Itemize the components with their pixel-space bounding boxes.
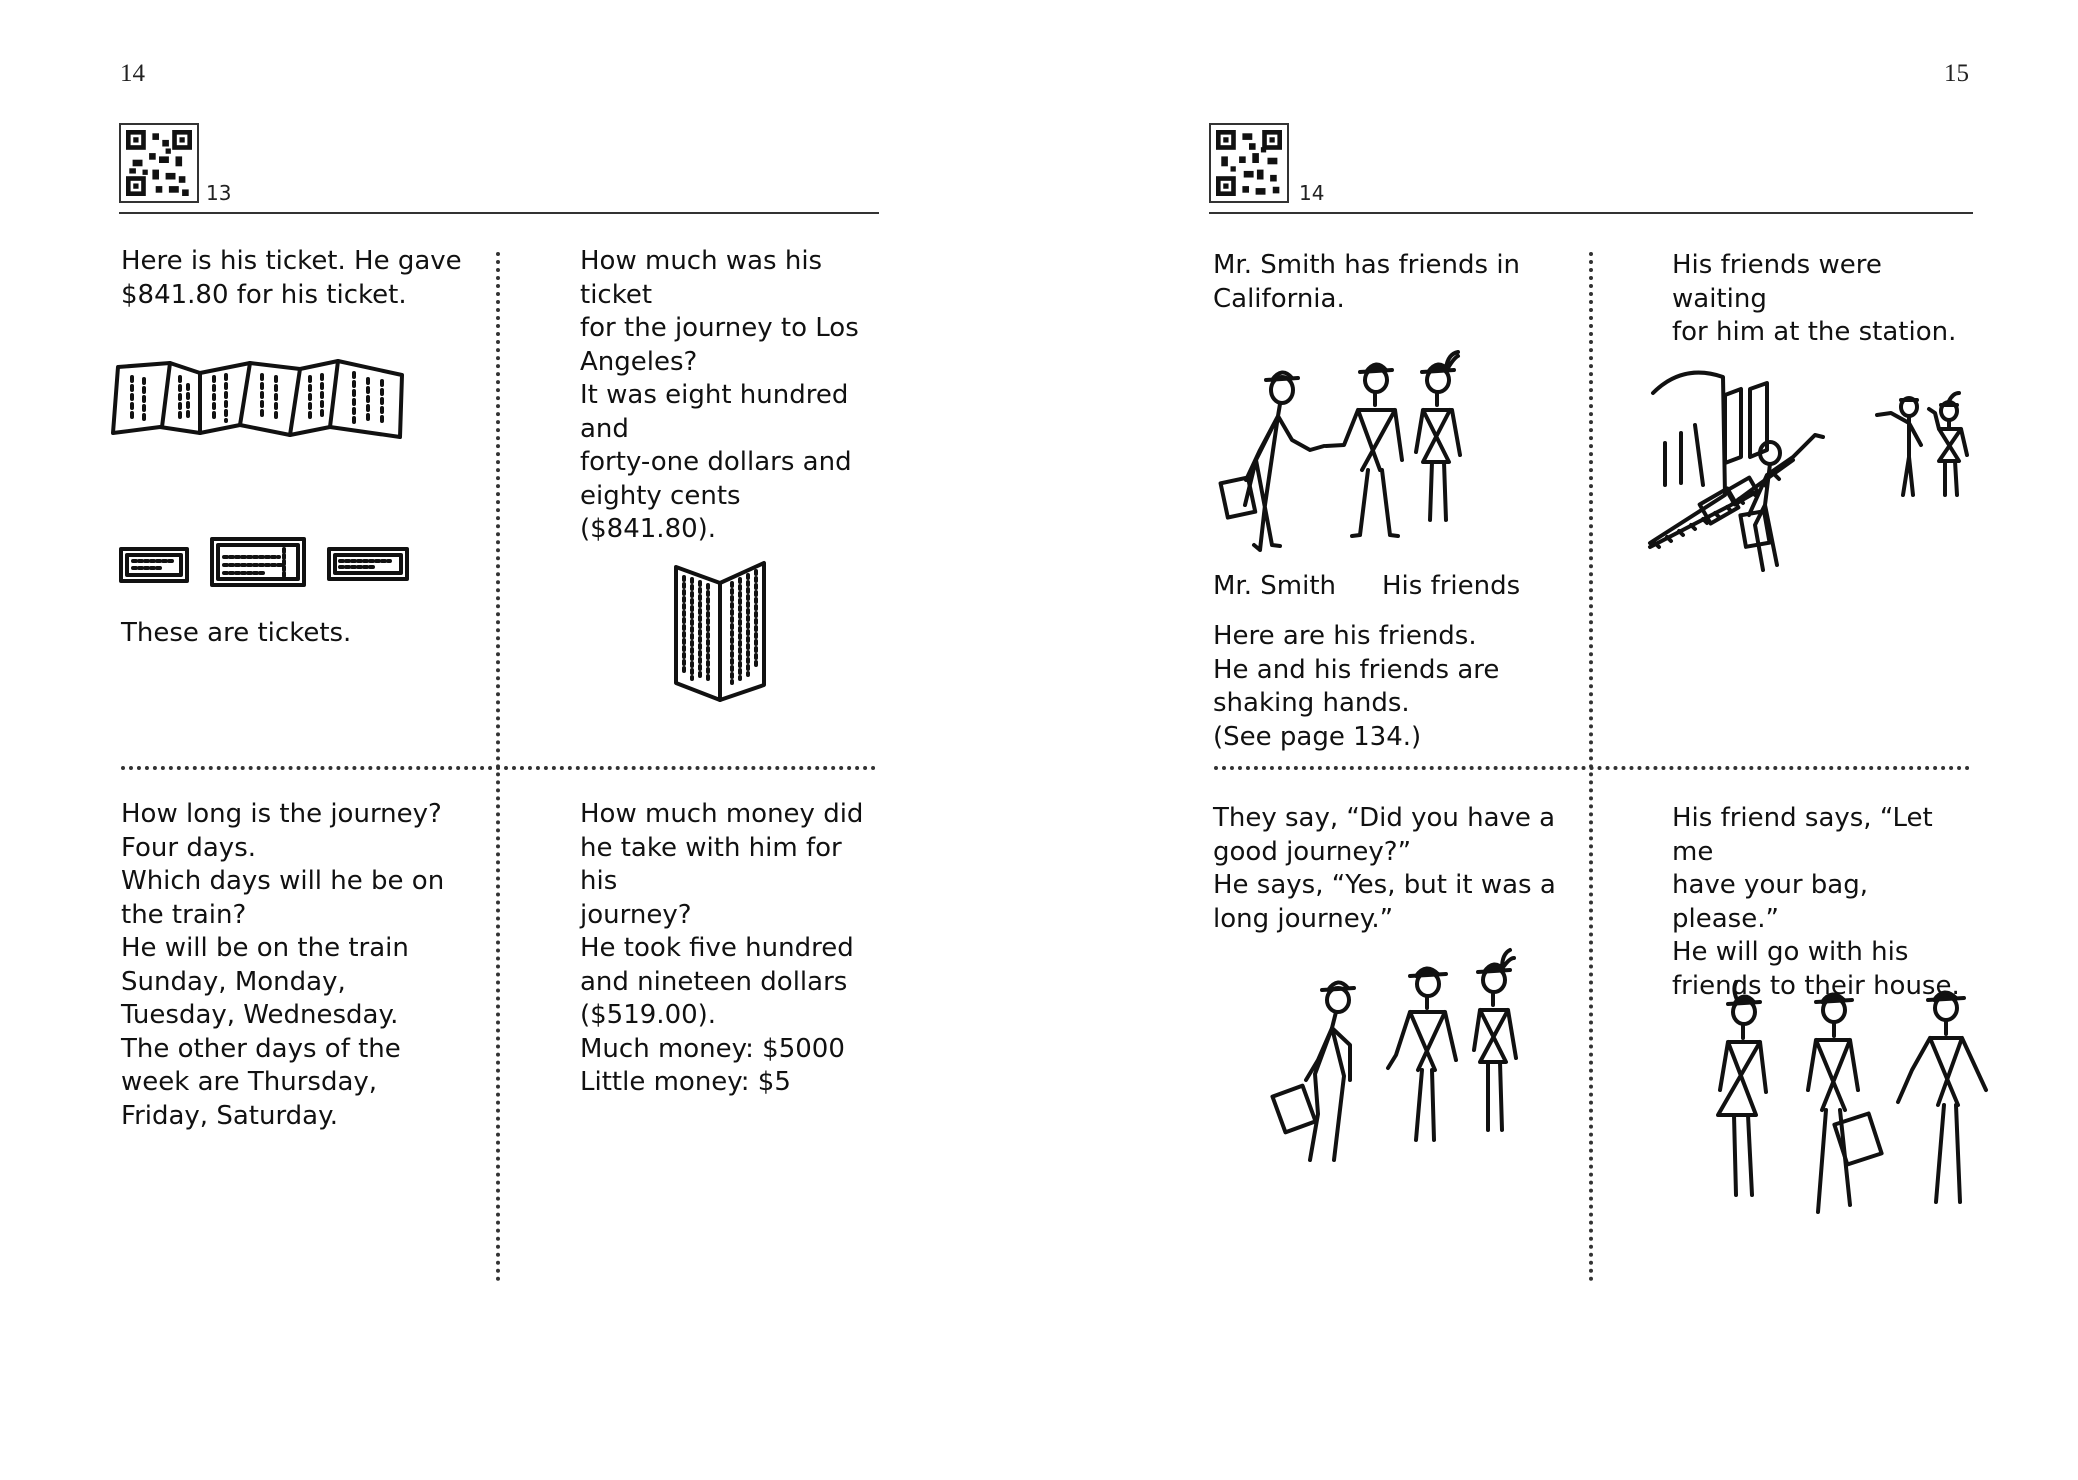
- qr-label-right: 14: [1299, 181, 1325, 205]
- folded-ticket-small-illustration: [670, 555, 770, 705]
- horizontal-divider-left: [121, 766, 876, 770]
- cell-text: Mr. Smith has friends in California.: [1213, 250, 1521, 314]
- station-illustration: [1645, 365, 1985, 585]
- cell-text: They say, “Did you have a good journey?” He says, “Yes, but it was a long journey.”: [1213, 803, 1556, 934]
- header-rule-left: [119, 212, 879, 214]
- his-friends-label: His friends: [1382, 571, 1521, 601]
- walking-friends-illustration: [1700, 980, 2000, 1215]
- right-page-number: 15: [1944, 60, 1969, 87]
- handshake-illustration: [1220, 350, 1470, 555]
- cell-text: How much was his ticket for the journey to Los Angeles? It was eight hundred and forty-one dollars and eighty cents ($841.80).: [580, 246, 859, 544]
- folded-ticket-illustration: [110, 355, 410, 440]
- qr-label-left: 13: [206, 181, 232, 205]
- tickets-caption: These are tickets.: [121, 618, 352, 648]
- cell-text: His friend says, “Let me have your bag, please.” He will go with his friends to their house.: [1672, 803, 1960, 1001]
- qr-code-left: [119, 123, 199, 203]
- cell-text: His friends were waiting for him at the station.: [1672, 250, 1957, 347]
- header-rule-right: [1209, 212, 1973, 214]
- cell-text: Here is his ticket. He gave $841.80 for his ticket.: [121, 246, 462, 310]
- qr-code-right: [1209, 123, 1289, 203]
- cell-text: How long is the journey? Four days. Which days will he be on the train? He will be on the train Sunday, Monday, Tuesday, Wednesday. The other days of the week are Thursday, Friday, Saturday.: [121, 799, 445, 1131]
- cell-text: Here are his friends. He and his friends are shaking hands. (See page 134.): [1213, 621, 1500, 752]
- left-page-number: 14: [120, 60, 145, 87]
- cell-text: How much money did he take with him for his journey? He took five hundred and nineteen dollars ($519.00). Much money: $5000 Little money: $5: [580, 799, 864, 1097]
- mr-smith-label: Mr. Smith: [1213, 571, 1336, 601]
- tickets-illustration: [118, 535, 418, 595]
- qr-code-icon: [126, 130, 192, 196]
- greeting-illustration: [1270, 950, 1540, 1165]
- qr-code-icon: [1216, 130, 1282, 196]
- horizontal-divider-right: [1214, 766, 1970, 770]
